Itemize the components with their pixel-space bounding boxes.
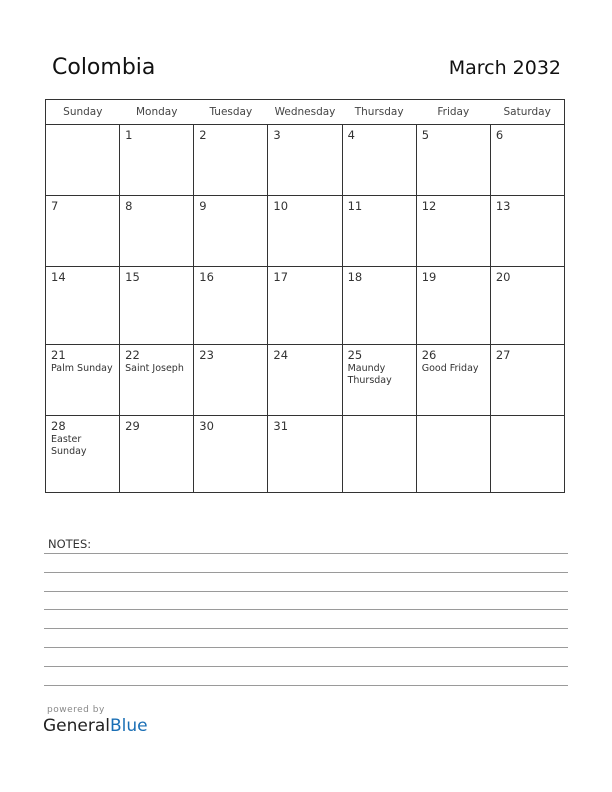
day-number: 29 (125, 419, 140, 433)
calendar-day-cell (490, 267, 564, 345)
day-number: 21 (51, 348, 66, 362)
calendar-day-cell (490, 125, 564, 196)
day-number: 7 (51, 199, 59, 213)
calendar-week-row (46, 416, 565, 493)
holiday-label: Good Friday (421, 363, 479, 374)
day-number: 23 (199, 348, 214, 362)
note-line (44, 591, 568, 592)
calendar-day-cell (46, 267, 120, 345)
day-number: 18 (347, 270, 363, 284)
calendar-day-cell (194, 267, 268, 345)
calendar-day-cell (46, 416, 120, 493)
calendar-day-cell (120, 267, 194, 345)
calendar-day-cell (342, 416, 416, 493)
notes-label: NOTES: (48, 537, 92, 551)
brand-general: General (43, 716, 110, 736)
note-line (44, 685, 568, 686)
powered-by-text: powered by (47, 705, 105, 715)
calendar-day-cell (490, 416, 564, 493)
calendar-day-cell (46, 196, 120, 267)
note-line (44, 628, 568, 629)
holiday-label: Saint Joseph (125, 363, 184, 374)
calendar-day-cell (268, 345, 342, 416)
weekday-thursday: Thursday (342, 100, 416, 125)
day-number: 15 (125, 270, 140, 284)
calendar-day-cell (490, 196, 564, 267)
calendar-day-cell (268, 267, 342, 345)
day-number: 20 (495, 270, 511, 284)
day-number: 5 (421, 128, 430, 142)
day-number: 11 (347, 199, 363, 213)
calendar-day-cell (342, 125, 416, 196)
calendar-day-cell (416, 416, 490, 493)
calendar-day-cell (342, 267, 416, 345)
weekday-sunday: Sunday (46, 100, 120, 125)
generalblue-logo (43, 716, 148, 736)
calendar-week-row (46, 125, 565, 196)
calendar-grid (45, 99, 565, 493)
calendar-day-cell (46, 125, 120, 196)
weekday-header-row (46, 100, 565, 125)
note-line (44, 609, 568, 610)
brand-blue: Blue (110, 716, 148, 736)
country-title: Colombia (52, 55, 156, 80)
calendar-day-cell (342, 345, 416, 416)
note-line (44, 553, 568, 554)
weekday-monday: Monday (120, 100, 194, 125)
calendar-day-cell (194, 196, 268, 267)
day-number: 12 (421, 199, 437, 213)
day-number: 3 (273, 128, 281, 142)
day-number: 16 (199, 270, 214, 284)
calendar-day-cell (268, 416, 342, 493)
calendar-day-cell (416, 345, 490, 416)
weekday-tuesday: Tuesday (194, 100, 268, 125)
day-number: 26 (421, 348, 437, 362)
holiday-label: Palm Sunday (51, 363, 113, 374)
day-number: 17 (273, 270, 289, 284)
calendar-day-cell (490, 345, 564, 416)
day-number: 22 (125, 348, 140, 362)
holiday-label: Easter Sunday (51, 434, 87, 457)
calendar-day-cell (194, 416, 268, 493)
day-number: 2 (199, 128, 207, 142)
calendar-day-cell (194, 345, 268, 416)
holiday-label: Maundy Thursday (347, 363, 392, 386)
day-number: 25 (347, 348, 363, 362)
day-number: 27 (495, 348, 511, 362)
calendar-day-cell (416, 196, 490, 267)
note-line (44, 647, 568, 648)
calendar-day-cell (342, 196, 416, 267)
calendar-day-cell (120, 196, 194, 267)
calendar-week-row (46, 267, 565, 345)
day-number: 28 (51, 419, 66, 433)
day-number: 24 (273, 348, 289, 362)
calendar-week-row (46, 345, 565, 416)
day-number: 4 (347, 128, 355, 142)
day-number: 14 (51, 270, 66, 284)
weekday-wednesday: Wednesday (268, 100, 342, 125)
calendar-day-cell (120, 416, 194, 493)
month-year-title: March 2032 (448, 57, 561, 79)
calendar-day-cell (120, 345, 194, 416)
day-number: 6 (495, 128, 504, 142)
calendar-day-cell (416, 125, 490, 196)
calendar-day-cell (194, 125, 268, 196)
day-number: 13 (495, 199, 511, 213)
day-number: 8 (125, 199, 133, 213)
day-number: 10 (273, 199, 289, 213)
note-line (44, 666, 568, 667)
calendar-day-cell (268, 196, 342, 267)
calendar-day-cell (416, 267, 490, 345)
day-number: 31 (273, 419, 289, 433)
calendar-day-cell (268, 125, 342, 196)
note-line (44, 572, 568, 573)
calendar-day-cell (46, 345, 120, 416)
calendar-day-cell (120, 125, 194, 196)
day-number: 19 (421, 270, 437, 284)
day-number: 30 (199, 419, 214, 433)
day-number: 1 (125, 128, 133, 142)
weekday-friday: Friday (416, 100, 490, 125)
calendar-week-row (46, 196, 565, 267)
weekday-saturday: Saturday (490, 100, 564, 125)
day-number: 9 (199, 199, 207, 213)
